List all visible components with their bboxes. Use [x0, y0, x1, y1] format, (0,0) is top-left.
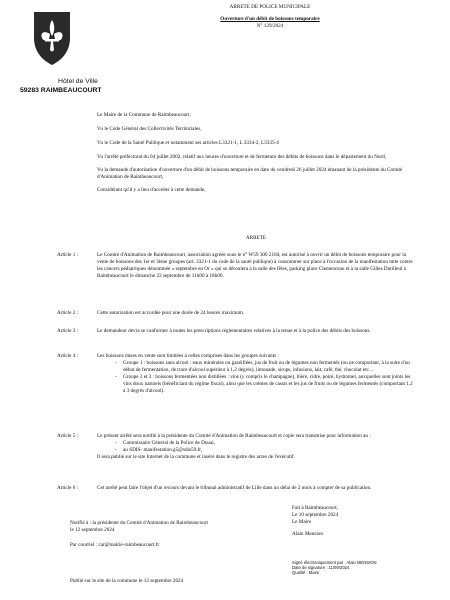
article-3-label: Article 3 :: [57, 328, 79, 334]
document-header: [185, 4, 355, 30]
preamble-line: Le Maire de la Commune de Raimbeaucourt,: [97, 112, 191, 118]
signature-role: Le Maire: [292, 519, 312, 525]
document-number: N° 129/2024: [256, 23, 284, 29]
signature-place: Fait à Raimbeaucourt,: [292, 505, 338, 511]
sender-line-1: Hôtel de Ville: [58, 78, 98, 85]
article-4-body: [97, 353, 415, 395]
article-4-label: Article 4 :: [57, 353, 79, 359]
signature-date: Le 10 septembre 2024: [292, 512, 339, 518]
preamble-line: Vu le Code Général des Collectivités Territoriales,: [97, 126, 202, 132]
signature-block: [292, 505, 422, 538]
article-5-after: Il sera publié sur le site Internet de la commune et inséré dans le registre des actes de l'exécutif.: [97, 454, 295, 460]
arrete-heading: ARRETE: [245, 235, 267, 241]
article-5-text: Le présent arrêté sera notifié à la présidente du Comité d'Animation de Raimbeaucourt et copie sera transmise pour information au :: [97, 433, 371, 439]
document-subtitle: Ouverture d'un débit de boissons temporaire: [220, 16, 320, 22]
document-title: ARRETE DE POLICE MUNICIPALE: [229, 4, 311, 10]
notification-line-2: le 12 septembre 2024: [70, 527, 115, 533]
electronic-signature-stamp: [292, 560, 432, 575]
esign-line-2: Date de signature : 11/09/2024: [292, 565, 350, 570]
coat-of-arms-logo: [30, 8, 74, 68]
sender-block: [20, 77, 130, 95]
preamble: [97, 112, 415, 194]
notification-email: Par courriel : car@mairie-raimbeaucourt.fr: [70, 542, 160, 548]
signature-name: Alain Mension: [292, 531, 323, 537]
article-6-label: Article 6 :: [57, 485, 79, 491]
esign-line-3: Qualité : Maire: [292, 570, 320, 575]
article-1-label: Article 1 :: [57, 252, 79, 258]
article-2-label: Article 2 :: [57, 310, 79, 316]
preamble-line: Vu le Code de la Santé Publique et notamment ses articles L3321-1, L 3334-2, L3335-4: [97, 140, 279, 146]
sender-line-2: 59283 RAIMBEAUCOURT: [20, 87, 102, 94]
list-item: - Groupe 1 : boissons sans alcool : eaux minérales ou gazéifiées, jus de fruit ou de légumes non fermentés (ou ne comportant, à la suite d'un début de fermentation, de trace d'alcool supérieur à 1,2 degrés), limonade, sirops, infusions, lait, café, thé, chocolat etc…: [123, 360, 415, 374]
publication-note: Publié sur le site de la commune le 12 septembre 2024: [70, 578, 184, 584]
article-5-label: Article 5 :: [57, 433, 79, 439]
preamble-line: Considérant qu'il y a lieu d'accéder à cette demande,: [97, 187, 206, 193]
article-2-text: Cette autorisation est accordée pour une durée de 24 heures maximum.: [97, 310, 245, 316]
article-5-body: [97, 433, 415, 461]
notification-block: [70, 520, 290, 549]
article-1-text: Le Comité d'Animation de Raimbeaucourt, association agréée sous le n° W59 300 2184, est autorisé à ouvrir un débit de boissons temporaire pour la vente de boissons des 1er et 3ème groupes (art. 3321-1 du code de la santé publique) à consommer sur place à l'occasion de la manifestation lutte contre les cancers pédiatriques dénommée « septembre en Or » qui se déroulera à la salle des fêtes, parking place Clemenceau et à la salle Gilles Dutilleul à Raimbeaucourt le dimanche 22 septembre de 11h00 à 18h00.: [97, 252, 413, 279]
article-4-text: Les boissons mises en vente sont limitées à celles comprises dans les groupes suivants :: [97, 353, 279, 359]
list-item: - Commissaire Général de la Police de Douai,: [123, 440, 415, 447]
notification-line-1: Notifié à : la présidente du Comité d'Animation de Raimbeaucourt: [70, 520, 208, 526]
preamble-line: Vu la demande d'autorisation d'ouverture d'un débit de boissons temporaire en date du vendredi 26 juillet 2024 émanant de la présidente du Comité d'Animation de Raimbeaucourt,: [97, 167, 403, 180]
list-item: - Groupe 2 et 3 : boissons fermentées non distillées : vins (y compris le champagne), bière, cidre, poiré, hydromel, auxquelles sont joints les vins doux naturels (bénéficiant du régime fiscal), ainsi que les crèmes de cassis et les jus de fruits ou de légumes fermentés (comportant 1,2 à 3 degrés d'alcool).: [123, 374, 415, 395]
article-3-text: Le demandeur devra se conformer à toutes les prescriptions réglementaires relatives à la tenue et à la police des débits des boissons.: [97, 328, 371, 334]
list-item: - au SDIS- manifestation.g5@sdis59.fr,: [123, 447, 415, 454]
preamble-line: Vu l'arrêté préfectoral du 04 juillet 2002, relatif aux heures d'ouverture et de fermeture des débits de boissons dans le département du Nord,: [97, 154, 387, 160]
article-6-text: Cet arrêté peut faire l'objet d'un recours devant le tribunal administratif de Lille dans un délai de 2 mois à compter de sa publication.: [97, 485, 372, 491]
esign-line-1: Signé électroniquement par : Alain MENSION: [292, 560, 377, 565]
